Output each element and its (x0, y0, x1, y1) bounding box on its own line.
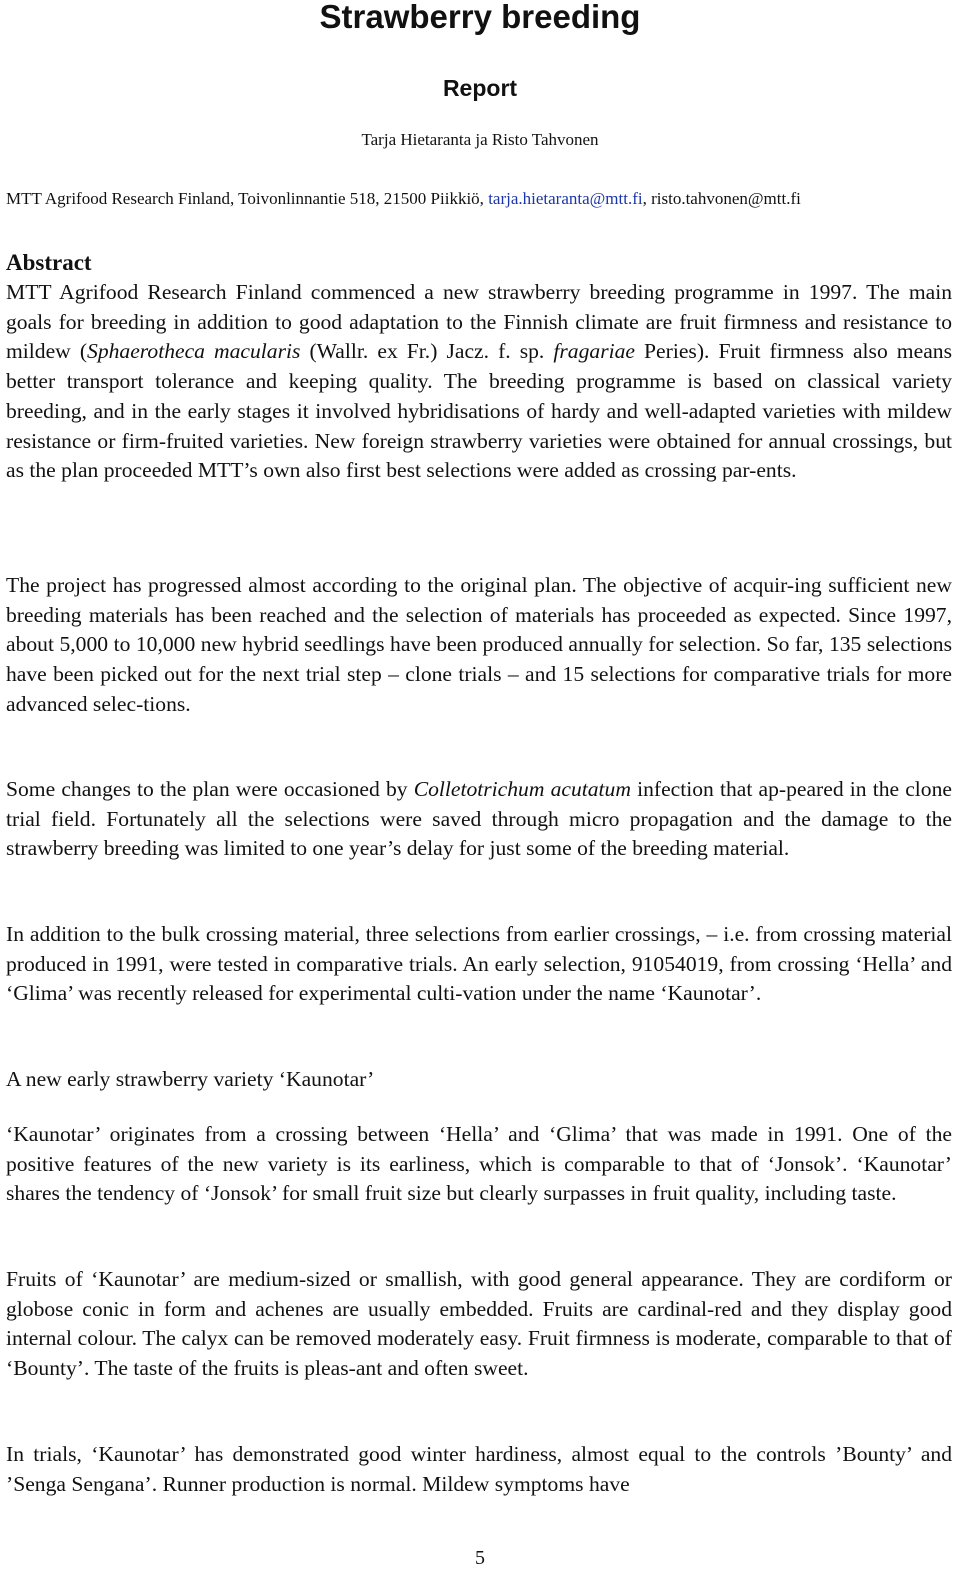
abstract-heading: Abstract (6, 250, 92, 275)
changes-text-1: Some changes to the plan were occasioned by (6, 777, 414, 801)
email-link-hietaranta[interactable]: tarja.hietaranta@mtt.fi (488, 189, 643, 208)
origin-paragraph: ‘Kaunotar’ originates from a crossing between ‘Hella’ and ‘Glima’ that was made in 1991. One of the positive features of the new variety is its earliness, which is comparable to that of ‘Jonsok’. ‘Kaunotar’ shares the tendency of ‘Jonsok’ for small fruit size but clearly surpasses in fruit quality, including taste. (6, 1122, 952, 1206)
authors-line: Tarja Hietaranta ja Risto Tahvonen (361, 130, 599, 149)
species-name: Sphaerotheca macularis (87, 339, 301, 364)
abstract-text-3: Peries). Fruit firmness also means better transport tolerance and keeping quality. The breeding programme is based on classical variety breeding, and in the early stages it involved hybridisations of hardy and well-adapted varieties with mildew resistance or firm-fruited varieties. New foreign strawberry varieties were obtained for annual crossings, but as the plan proceeded MTT’s own also first best selections were added as crossing par-ents. (6, 339, 952, 483)
pathogen-name: Colletotrichum acutatum (413, 777, 631, 801)
document-subtitle: Report (442, 75, 518, 101)
new-variety-heading: A new early strawberry variety ‘Kaunotar’ (6, 1067, 375, 1091)
trials-paragraph: In trials, ‘Kaunotar’ has demonstrated good winter hardiness, almost equal to the controls ’Bounty’ and ’Senga Sengana’. Runner production is normal. Mildew symptoms have (6, 1442, 952, 1496)
abstract-text-1: MTT Agrifood Research Finland commenced a new strawberry breeding programme in 1997. The main goals for breeding in addition to good adaptation to the Finnish climate are fruit firmness and resistance to mildew ( (6, 280, 952, 364)
affiliation-text: MTT Agrifood Research Finland, Toivonlinnantie 518, 21500 Piikkiö, (6, 189, 489, 208)
changes-paragraph (6, 775, 952, 864)
document-title: Strawberry breeding (319, 0, 641, 35)
affiliation-separator: , (642, 189, 652, 208)
abstract-paragraph (6, 278, 952, 486)
progress-paragraph: The project has progressed almost according to the original plan. The objective of acquir-ing sufficient new breeding materials has been reached and the selection of materials has proceeded as expected. Since 1997, about 5,000 to 10,000 new hybrid seedlings have been produced annually for selection. So far, 135 selections have been picked out for the next trial step – clone trials – and 15 selections for comparative trials for more advanced selec-tions. (6, 573, 952, 716)
affiliation-line (6, 188, 954, 210)
page-number: 5 (475, 1547, 485, 1569)
bulk-paragraph: In addition to the bulk crossing material, three selections from earlier crossings, – i.e. from crossing material produced in 1991, were tested in comparative trials. An early selection, 91054019, from crossing ‘Hella’ and ‘Glima’ was recently released for experimental culti-vation under the name ‘Kaunotar’. (6, 922, 952, 1006)
email-tahvonen: risto.tahvonen@mtt.fi (651, 189, 801, 208)
abstract-text-2: (Wallr. ex Fr.) Jacz. f. sp. (300, 339, 554, 364)
fruits-paragraph: Fruits of ‘Kaunotar’ are medium-sized or smallish, with good general appearance. They are cordiform or globose conic in form and achenes are usually embedded. Fruits are cardinal-red and they display good internal colour. The calyx can be removed moderately easy. Fruit firmness is moderate, comparable to that of ‘Bounty’. The taste of the fruits is pleas-ant and often sweet. (6, 1267, 952, 1381)
forma-name: fragariae (553, 339, 635, 364)
changes-text-2: infection that ap-peared in the clone trial field. Fortunately all the selections were saved through micro propagation and the damage to the strawberry breeding was limited to one year’s delay for just some of the breeding material. (6, 777, 952, 861)
